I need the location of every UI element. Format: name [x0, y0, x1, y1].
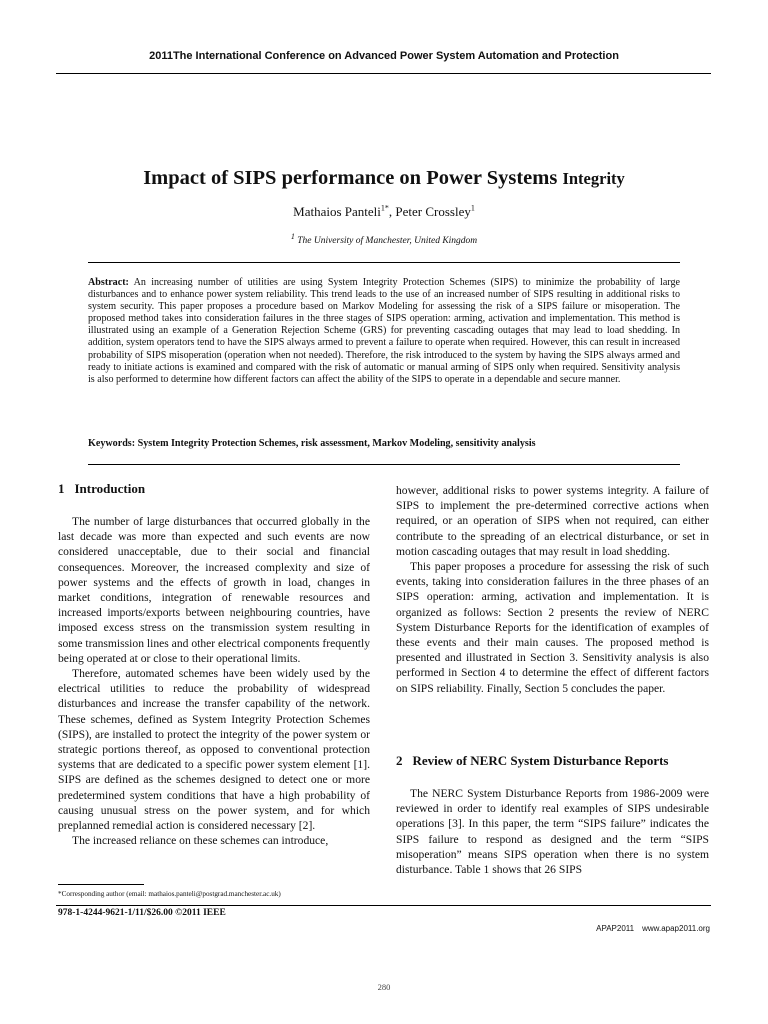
abstract-text: An increasing number of utilities are using System Integrity Protection Schemes (SIPS) to minimize the probability of large disturbances and to enhance power system reliability. This trend leads to the use of an increased number of SIPS resulting in additional risks to system security. This paper proposes a procedure based on Markov Modeling for assessing the risk of a SIPS failure or misoperation. The proposed method takes into consideration failures in the three stages of SIPS operation: arming, activation and implementation. This method is illustrated using an example of a Generation Rejection Scheme (GRS) for preventing cascading outages that may lead to load shedding. In addition, system operators tend to have the SIPS always armed to prevent a failure to operate when required. However, this can result in increased probability of SIPS misoperation (operation when not needed). Therefore, the risk introduced to the system by having the SIPS always armed and ready to initiate actions is examined and compared with the risk of automatic or manual arming of SIPS only when required. Sensitivity analysis is also performed to determine how different factors can affect the ability of the SIPS to operate in a dependable and secure manner. — [88, 277, 681, 385]
paragraph: Therefore, automated schemes have been widely used by the electrical utilities to reduce the probability of widespread disturbances and increase the transfer capability of the network. These schemes, defined as System Integrity Protection Schemes (SIPS), are installed to protect the integrity of the power system or strategic portions thereof, as opposed to conventional protection systems that are dedicated to a specific power system element [1]. SIPS are defined as the schemes designed to detect one or more predetermined system conditions that have a high probability of causing unusual stress on the power system, and for which preplanned remedial action is considered necessary [2]. — [58, 667, 370, 833]
paper-title — [0, 167, 768, 190]
author-separator: , — [388, 204, 393, 219]
keywords-label: Keywords: — [88, 438, 136, 449]
section-heading-review — [396, 753, 669, 769]
paragraph: The number of large disturbances that occurred globally in the last decade was more than expected and such events are now considered unacceptable, due to their social and financial consequences. Moreover, the increased complexity and size of power systems and the effects of growth in load, changes in market conditions, integration of renewable resources and increased imports/exports between neighbouring countries, have imposed excess stress on the transmission system resulting in some transmission lines and other electrical components frequently being operated at or close to their operational limits. — [58, 515, 370, 665]
section-number: 2 — [396, 753, 403, 768]
paper-title-main: Impact of SIPS performance on Power Systems — [143, 167, 558, 189]
paragraph: The increased reliance on these schemes can introduce, — [72, 834, 329, 848]
author-2-name: Peter Crossley — [395, 204, 471, 219]
header-rule — [56, 73, 711, 74]
section-heading-introduction — [58, 481, 145, 497]
paper-title-tail: Integrity — [562, 169, 625, 188]
section-title: Review of NERC System Disturbance Reports — [412, 753, 669, 768]
keywords-text: System Integrity Protection Schemes, risk assessment, Markov Modeling, sensitivity analysis — [137, 438, 536, 449]
affiliation-mark: 1 — [290, 231, 295, 241]
footer-conference — [560, 924, 710, 933]
author-2-mark: 1 — [470, 203, 475, 213]
author-1-mark: 1* — [380, 203, 389, 213]
conference-header: 2011The International Conference on Advanced Power System Automation and Protection — [149, 50, 619, 62]
section-title: Introduction — [74, 481, 146, 496]
author-list — [0, 204, 768, 220]
paragraph: The NERC System Disturbance Reports from 1986-2009 were reviewed in order to identify real examples of SIPS undesirable operations [3]. In this paper, the term “SIPS failure” indicates the SIPS failure to respond as designed and the term “SIPS misoperation” means SIPS operation when there is no system disturbance. Table 1 shows that 26 SIPS — [396, 787, 709, 877]
paragraph: This paper proposes a procedure for assessing the risk of such events, taking into consideration failures in the three phases of an SIPS operation: arming, activation and implementation. It is organized as follows: Section 2 presents the review of NERC System Disturbance Reports for the identification of examples of these events and their main causes. The proposed method is presented and illustrated in Section 3. Sensitivity analysis is also performed in Section 4 to determine the effect of different factors on SIPS reliability. Finally, Section 5 concludes the paper. — [396, 560, 709, 695]
footer-conference-name: APAP2011 — [596, 924, 635, 933]
keywords — [88, 438, 680, 449]
footer-url: www.apap2011.org — [642, 924, 710, 933]
keywords-bottom-rule — [88, 464, 680, 465]
paragraph: however, additional risks to power systems integrity. A failure of SIPS to implement the pre-determined corrective actions when required, or an operation of SIPS when not required, can either contribute to the spreading of an electrical disturbance, or set in motion cascading outages that may result in load shedding. — [396, 484, 709, 558]
affiliation-text: The University of Manchester, United Kingdom — [297, 236, 478, 246]
abstract-top-rule — [88, 262, 680, 263]
affiliation — [0, 231, 768, 246]
author-1-name: Mathaios Panteli — [293, 204, 381, 219]
abstract — [88, 277, 680, 386]
footnote-rule — [58, 884, 144, 885]
right-column-top — [396, 483, 709, 696]
section-number: 1 — [58, 481, 65, 496]
left-column — [58, 514, 370, 848]
footer-rule — [56, 905, 711, 906]
right-column-bottom — [396, 786, 709, 877]
footnote: *Corresponding author (email: mathaios.panteli@postgrad.manchester.ac.uk) — [58, 890, 281, 898]
abstract-label: Abstract: — [88, 277, 129, 288]
isbn-copyright: 978-1-4244-9621-1/11/$26.00 ©2011 IEEE — [58, 908, 226, 918]
page-number: 280 — [377, 982, 391, 992]
